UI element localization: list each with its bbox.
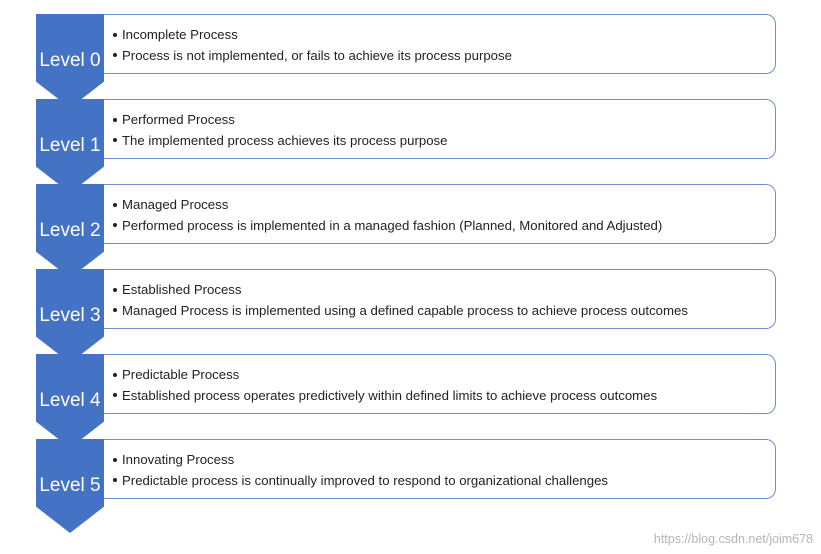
level-description: Process is not implemented, or fails to achieve its process purpose — [122, 47, 512, 63]
bullet-item-description — [113, 301, 775, 322]
bullet-item-title — [113, 110, 775, 131]
bullet-item-description — [113, 131, 775, 152]
level-title: Established Process — [122, 282, 242, 297]
level-title: Managed Process — [122, 197, 229, 212]
level-label: Level 3 — [39, 305, 101, 326]
level-description: Established process operates predictively within defined limits to achieve process outcomes — [122, 387, 658, 403]
bullet-icon — [113, 458, 117, 462]
level-description: Predictable process is continually improved to respond to organizational challenges — [122, 472, 609, 488]
bullet-item-description — [113, 46, 775, 67]
level-description: Managed Process is implemented using a defined capable process to achieve process outcomes — [122, 302, 688, 318]
bullet-icon — [113, 138, 117, 142]
level-label: Level 5 — [39, 475, 101, 496]
level-row-5 — [0, 439, 821, 524]
bullet-icon — [113, 393, 117, 397]
bullet-icon — [113, 53, 117, 57]
bullet-icon — [113, 288, 117, 292]
level-description-box — [104, 269, 776, 329]
bullet-icon — [113, 373, 117, 377]
bullet-icon — [113, 478, 117, 482]
bullet-item-title — [113, 365, 775, 386]
bullet-list — [104, 15, 775, 66]
level-description: Performed process is implemented in a managed fashion (Planned, Monitored and Adjusted) — [122, 217, 663, 233]
level-title: Incomplete Process — [122, 27, 238, 42]
bullet-icon — [113, 118, 117, 122]
bullet-item-description — [113, 216, 775, 237]
level-row-0 — [0, 14, 821, 99]
bullet-list — [104, 270, 775, 321]
bullet-list — [104, 100, 775, 151]
level-description-box — [104, 354, 776, 414]
bullet-item-title — [113, 450, 775, 471]
level-label: Level 2 — [39, 220, 101, 241]
bullet-item-description — [113, 471, 775, 492]
level-description-box — [104, 439, 776, 499]
level-label: Level 0 — [39, 50, 101, 71]
level-description-box — [104, 99, 776, 159]
bullet-list — [104, 185, 775, 236]
bullet-item-title — [113, 195, 775, 216]
bullet-icon — [113, 223, 117, 227]
level-description-box — [104, 14, 776, 74]
level-row-1 — [0, 99, 821, 184]
bullet-item-description — [113, 386, 775, 407]
level-label: Level 4 — [39, 390, 101, 411]
bullet-list — [104, 355, 775, 406]
level-title: Performed Process — [122, 112, 235, 127]
level-row-3 — [0, 269, 821, 354]
level-title: Predictable Process — [122, 367, 240, 382]
level-row-4 — [0, 354, 821, 439]
bullet-icon — [113, 308, 117, 312]
level-label: Level 1 — [39, 135, 101, 156]
bullet-item-title — [113, 25, 775, 46]
bullet-icon — [113, 203, 117, 207]
level-description-box — [104, 184, 776, 244]
bullet-item-title — [113, 280, 775, 301]
level-row-2 — [0, 184, 821, 269]
bullet-icon — [113, 33, 117, 37]
watermark-text: https://blog.csdn.net/joim678 — [653, 532, 813, 546]
level-title: Innovating Process — [122, 452, 235, 467]
bullet-list — [104, 440, 775, 491]
level-description: The implemented process achieves its process purpose — [122, 132, 448, 148]
